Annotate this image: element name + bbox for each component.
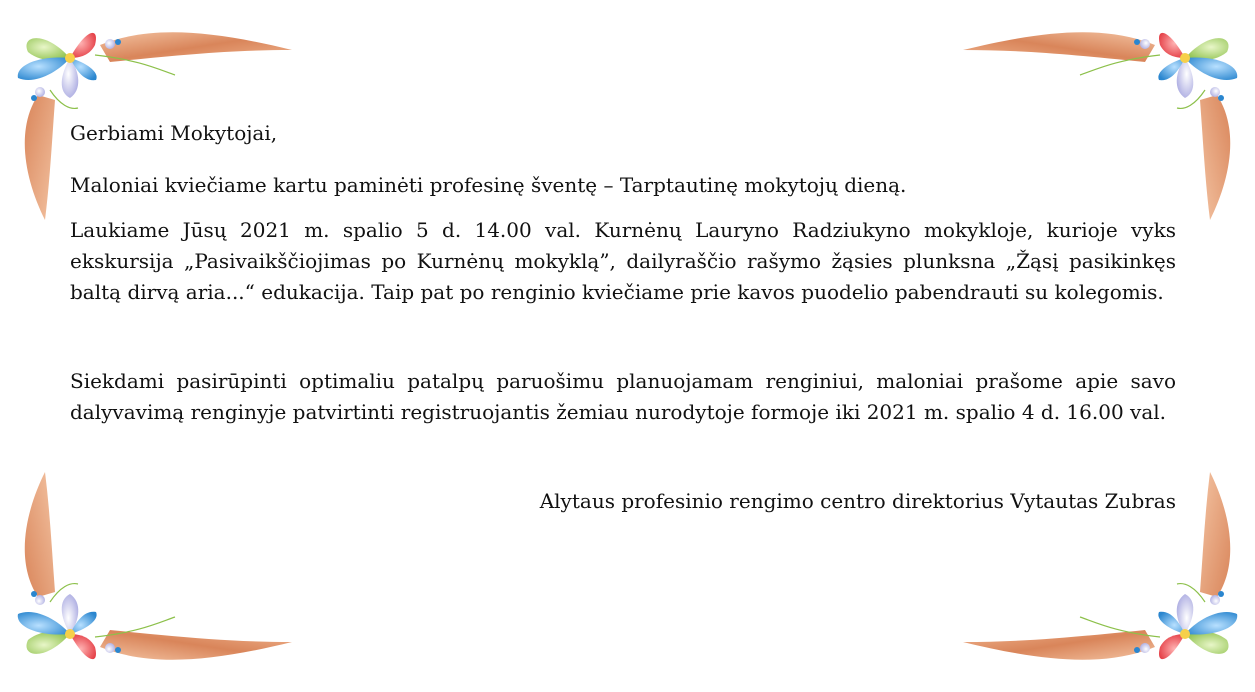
- letter-greeting: Gerbiami Mokytojai,: [70, 121, 278, 145]
- letter-event-details: Laukiame Jūsų 2021 m. spalio 5 d. 14.00 val. Kurnėnų Lauryno Radziukyno mokykloje, kurioje vyks ekskursija „Pasivaikščiojimas po Kurnėnų mokyklą”, dailyraščio rašymo žąsies plunksna „Žąsį pasikinkęs baltą dirvą aria...“ edukacija. Taip pat po renginio kviečiame prie kavos puodelio pabendrauti su kolegomis.: [70, 218, 1176, 304]
- letter-registration-request: Siekdami pasirūpinti optimaliu patalpų paruošimu planuojamam renginiui, maloniai prašome apie savo dalyvavimą renginyje patvirtinti registruojantis žemiau nurodytoje formoje iki 2021 m. spalio 4 d. 16.00 val.: [70, 369, 1176, 424]
- letter-signature: Alytaus profesinio rengimo centro direktorius Vytautas Zubras: [539, 489, 1176, 513]
- letter-invitation: Maloniai kviečiame kartu paminėti profesinę šventę – Tarptautinę mokytojų dieną.: [70, 173, 907, 197]
- invitation-letter: [70, 118, 1176, 517]
